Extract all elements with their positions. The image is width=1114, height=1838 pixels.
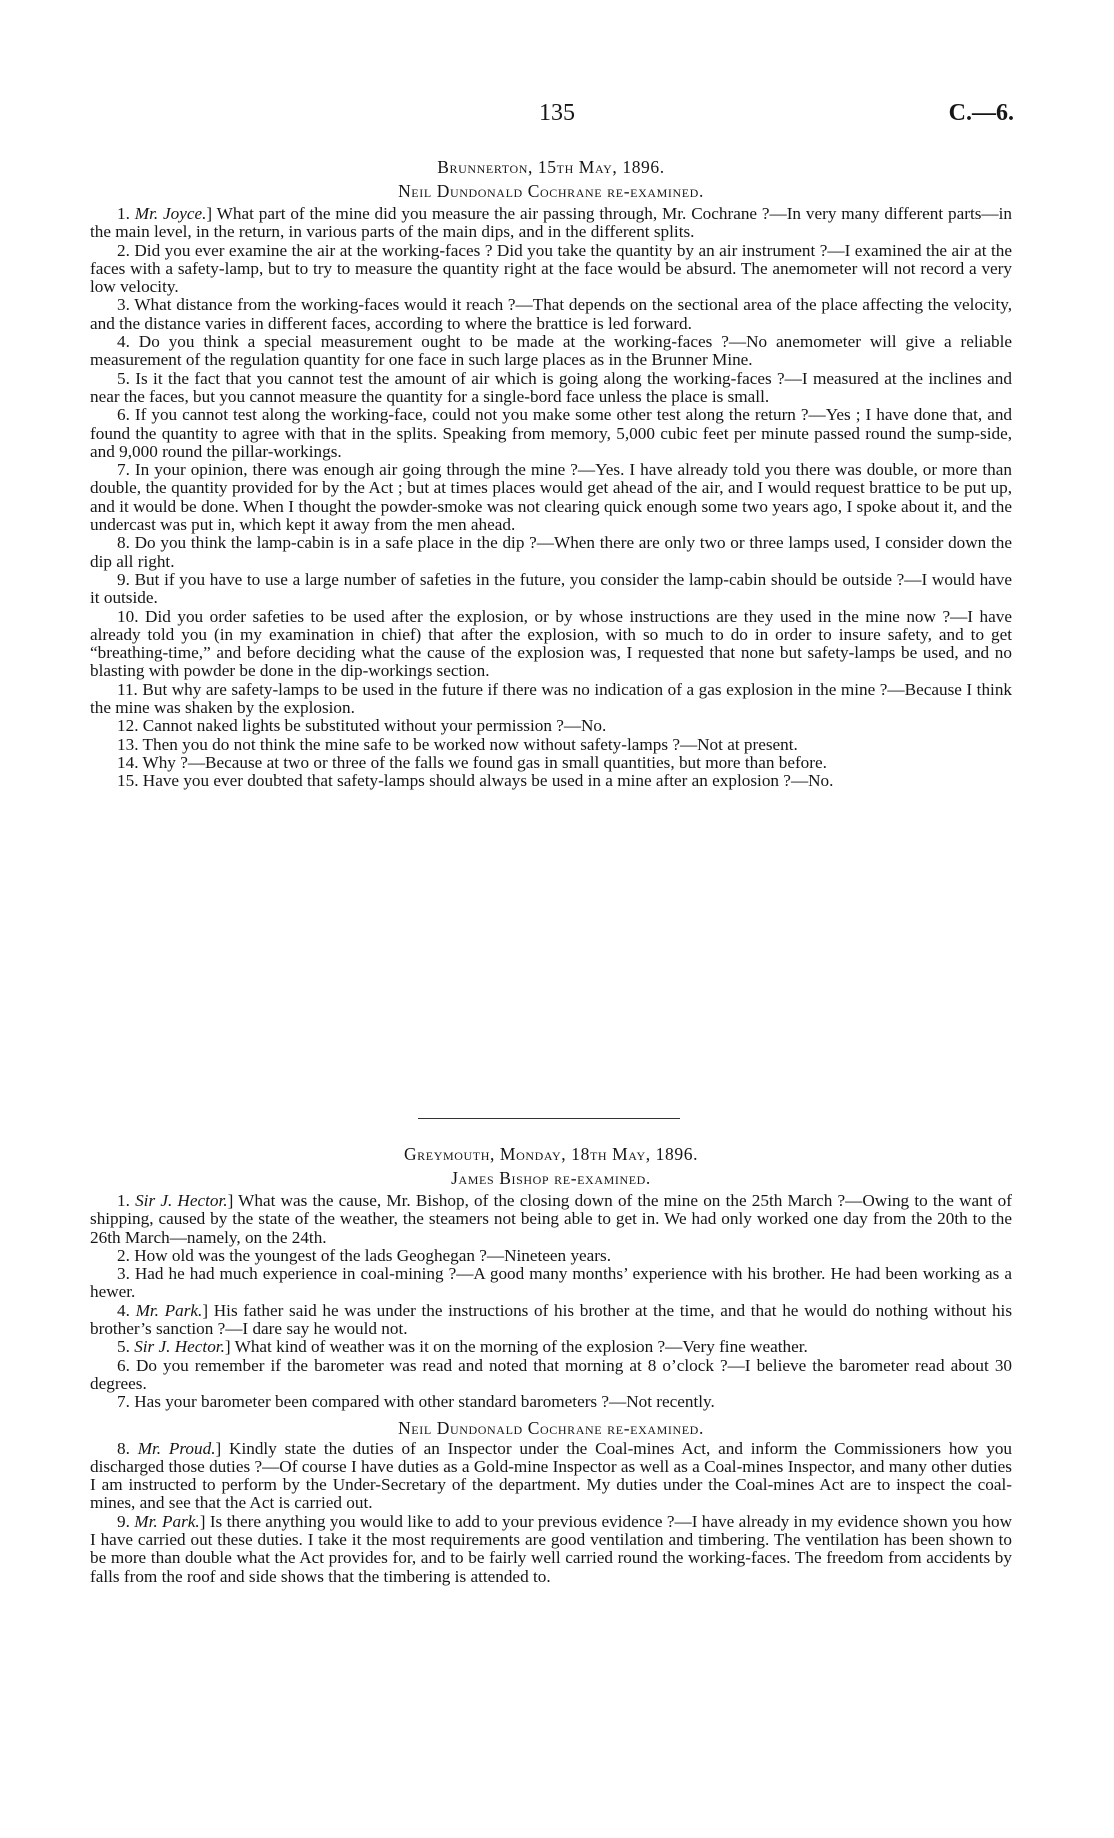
testimony-text: Have you ever doubted that safety-lamps should always be used in a mine after an explosion ?—No. [142, 771, 834, 791]
testimony-paragraph [90, 461, 1012, 534]
question-number: 9. [117, 569, 130, 589]
testimony-text: Did you order safeties to be used after the explosion, or by whose instructions are they used in the mine now ?—I have already told you (in my examination in chief) that after the explosion, with so much to do in order to insure safety, and to get “breathing-time,” and before deciding what the cause of the explosion was, I requested that none but safety-lamps be used, and no blasting with powder be done in the dip-workings section. [90, 606, 1013, 681]
testimony-text: In your opinion, there was enough air going through the mine ?—Yes. I have already told you there was double, or more than double, the quantity provided for by the Act ; but at times places would get ahead of the air, and I would request brattice to be put up, and it would be done. When I thought the powder-smoke was not clearing quick enough some two years ago, I spoke about it, and the undercast was put in, which kept it away from the men ahead. [90, 460, 1012, 535]
testimony-paragraph [90, 681, 1012, 718]
testimony-paragraph: 1. Mr. Joyce.] What part of the mine did you measure the air passing through, Mr. Cochrane ?—In very many different parts—in the main level, in the return, in various parts of the main dips, and in the different splits. [90, 204, 1012, 242]
testimony-text: What part of the mine did you measure the air passing through, Mr. Cochrane ?—In very many different parts—in the main level, in the return, in various parts of the main dips, and in the different splits. [90, 204, 1012, 242]
testimony-text: Do you think a special measurement ought to be made at the working-faces ?—No anemometer will give a reliable measurement of the regulation quantity for one face in such large places as in the Brunner Mine. [90, 332, 1013, 370]
testimony-paragraph [90, 1265, 1012, 1302]
testimony-paragraph [90, 1357, 1012, 1394]
testimony-paragraph [90, 1393, 1012, 1411]
question-number: 14. [117, 752, 139, 772]
testimony-paragraphs [90, 1440, 1012, 1586]
witness-heading: James Bishop re-examined. [451, 1168, 651, 1188]
testimony-paragraph [90, 242, 1012, 297]
question-number: 15. [117, 771, 139, 791]
question-number: 6. [117, 405, 130, 425]
witness-heading: Neil Dundonald Cochrane re-examined. [398, 181, 704, 201]
speaker-name: Mr. Joyce. [134, 204, 207, 223]
testimony-paragraph [90, 571, 1012, 608]
question-number: 7. [117, 460, 130, 480]
testimony-text: His father said he was under the instructions of his brother at the time, and that he would do nothing without his brother’s sanction ?—I dare say he would not. [90, 1300, 1013, 1339]
section-heading-place-date: Greymouth, Monday, 18th May, 1896. [403, 1144, 699, 1164]
question-number: 5. [117, 368, 130, 388]
section-greymouth [90, 1142, 1012, 1586]
testimony-paragraph [90, 717, 1012, 735]
testimony-paragraph [90, 608, 1012, 681]
speaker-name: Mr. Park. [135, 1300, 203, 1320]
testimony-text: Kindly state the duties of an Inspector under the Coal-mines Act, and inform the Commissioners how you discharged those duties ?—Of course I have duties as a Gold-mine Inspector as well as a Coal-mines Inspector, and many other duties I am instructed to perform by the Under-Secretary of the department. My duties under the Coal-mines Act are to inspect the coal-mines, and see that the Act is carried out. [90, 1438, 1013, 1513]
question-number: 1. [117, 1191, 130, 1210]
testimony-text: Did you ever examine the air at the working-faces ? Did you take the quantity by an air instrument ?—I examined the air at the faces with a safety-lamp, but to try to measure the quantity right at the face would be absurd. The anemometer will not record a very low velocity. [90, 240, 1013, 297]
testimony-paragraph [90, 736, 1012, 754]
testimony-paragraph [90, 1247, 1012, 1265]
question-number: 12. [117, 716, 139, 736]
question-number: 10. [117, 606, 139, 626]
testimony-text: What was the cause, Mr. Bishop, of the closing down of the mine on the 25th March ?—Owing to the want of shipping, caused by the state of the weather, the steamers not being able to get in. We had only worked one day from the 20th to the 26th March—namely, on the 24th. [90, 1191, 1012, 1247]
question-number: 9. [117, 1511, 130, 1531]
document-reference: C.—6. [948, 100, 1014, 126]
testimony-paragraph: 8. Mr. Proud.] Kindly state the duties of an Inspector under the Coal-mines Act, and inform the Commissioners how you discharged those duties ?—Of course I have duties as a Gold-mine Inspector as well as a Coal-mines Inspector, and many other duties I am instructed to perform by the Under-Secretary of the department. My duties under the Coal-mines Act are to inspect the coal-mines, and see that the Act is carried out. [90, 1438, 1013, 1513]
question-number: 3. [117, 1264, 130, 1284]
testimony-paragraph [90, 534, 1012, 571]
question-number: 8. [117, 533, 130, 553]
testimony-paragraph: 5. Sir J. Hector.] What kind of weather was it on the morning of the explosion ?—Very fine weather. [117, 1337, 808, 1357]
question-number: 13. [117, 734, 139, 754]
question-number: 7. [117, 1392, 130, 1412]
testimony-text: If you cannot test along the working-face, could not you make some other test along the return ?—Yes ; I have done that, and found the quantity to agree with that in the splits. Speaking from memory, 5,000 cubic feet per minute passed round the sump-side, and 9,000 round the pillar-workings. [90, 405, 1013, 461]
speaker-name: Sir J. Hector. [134, 1337, 225, 1357]
testimony-paragraph: 4. Mr. Park.] His father said he was under the instructions of his brother at the time, and that he would do nothing without his brother’s sanction ?—I dare say he would not. [90, 1300, 1013, 1339]
testimony-paragraph: 9. Mr. Park.] Is there anything you would like to add to your previous evidence ?—I have already in my evidence shown you how I have carried out these duties. I take it the most requirements are good ventilation and timbering. The ventilation has been shown to be more than double what the Act provides for, and to be fairly well carried round the working-faces. The freedom from accidents by falls from the roof and side shows that the timbering is attended to. [90, 1511, 1013, 1586]
question-number: 4. [117, 1300, 130, 1320]
testimony-paragraph [90, 406, 1012, 461]
testimony-text: Is it the fact that you cannot test the amount of air which is going along the working-faces ?—I measured at the inclines and near the faces, but you cannot measure the quantity for a single-bord face unless the place is small. [90, 368, 1012, 406]
question-number: 5. [117, 1337, 130, 1357]
testimony-paragraph [90, 333, 1012, 370]
question-number: 2. [117, 1245, 130, 1265]
speaker-name: Mr. Park. [134, 1511, 200, 1531]
testimony-paragraph [90, 754, 1012, 772]
question-number: 2. [117, 240, 130, 260]
question-number: 6. [117, 1355, 130, 1375]
section-brunnerton [90, 155, 1012, 791]
testimony-text: Is there anything you would like to add to your previous evidence ?—I have already in my evidence shown you how I have carried out these duties. I take it the most requirements are good ventilation and timbering. The ventilation has been shown to be more than double what the Act provides for, and to be fairly well carried round the working-faces. The freedom from accidents by falls from the roof and side shows that the timbering is attended to. [90, 1511, 1013, 1586]
testimony-text: What distance from the working-faces would it reach ?—That depends on the sectional area of the place affecting the velocity, and the distance varies in different faces, according to where the brattice is led forward. [90, 295, 1012, 333]
testimony-paragraphs [90, 1192, 1012, 1412]
testimony-paragraph [90, 772, 1012, 790]
testimony-text: Then you do not think the mine safe to be worked now without safety-lamps ?—Not at present. [142, 734, 798, 754]
testimony-paragraphs [90, 205, 1012, 791]
testimony-text: Had he had much experience in coal-mining ?—A good many months’ experience with his brother. He had been working as a hewer. [90, 1264, 1012, 1302]
testimony-paragraph [90, 296, 1012, 333]
testimony-text: But if you have to use a large number of safeties in the future, you consider the lamp-cabin should be outside ?—I would have it outside. [90, 569, 1013, 608]
witness-heading-second: Neil Dundonald Cochrane re-examined. [398, 1417, 704, 1438]
testimony-text: How old was the youngest of the lads Geoghegan ?—Nineteen years. [134, 1245, 612, 1265]
question-number: 3. [117, 295, 130, 315]
testimony-text: Do you remember if the barometer was read and noted that morning at 8 o’clock ?—I believe the barometer read about 30 degrees. [90, 1355, 1013, 1393]
question-number: 11. [117, 679, 138, 699]
testimony-text: Why ?—Because at two or three of the falls we found gas in small quantities, but more than before. [142, 752, 827, 772]
testimony-paragraph: 1. Sir J. Hector.] What was the cause, Mr. Bishop, of the closing down of the mine on the 25th March ?—Owing to the want of shipping, caused by the state of the weather, the steamers not being able to get in. We had only worked one day from the 20th to the 26th March—namely, on the 24th. [90, 1191, 1012, 1247]
section-divider [418, 1118, 680, 1119]
question-number: 8. [117, 1438, 130, 1458]
speaker-name: Mr. Proud. [137, 1438, 216, 1458]
testimony-text: What kind of weather was it on the morning of the explosion ?—Very fine weather. [234, 1337, 808, 1357]
testimony-text: Has your barometer been compared with other standard barometers ?—Not recently. [134, 1392, 715, 1412]
question-number: 4. [117, 332, 130, 352]
section-heading-place-date: Brunnerton, 15th May, 1896. [437, 157, 665, 177]
question-number: 1. [117, 204, 130, 223]
testimony-paragraph [90, 370, 1012, 407]
testimony-text: But why are safety-lamps to be used in the future if there was no indication of a gas explosion in the mine ?—Because I think the mine was shaken by the explosion. [90, 679, 1013, 718]
speaker-name: Sir J. Hector. [135, 1191, 228, 1210]
page-number: 135 [539, 100, 575, 126]
testimony-text: Do you think the lamp-cabin is in a safe place in the dip ?—When there are only two or three lamps used, I consider down the dip all right. [90, 533, 1012, 571]
testimony-text: Cannot naked lights be substituted without your permission ?—No. [142, 716, 607, 736]
